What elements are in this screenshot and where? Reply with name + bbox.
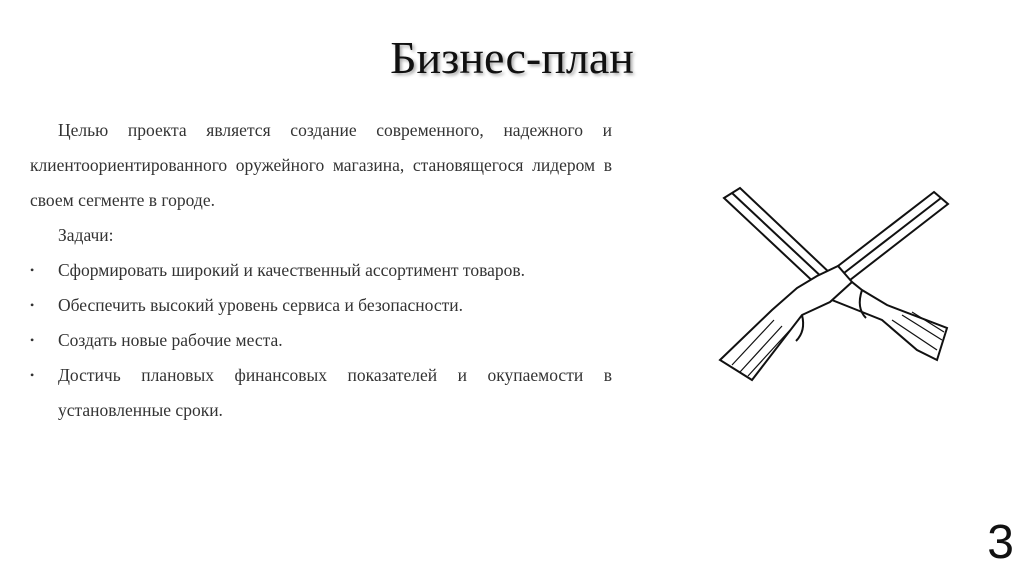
list-item: • Создать новые рабочие места.: [30, 323, 612, 358]
tasks-label: Задачи:: [58, 225, 114, 245]
slide-body: [30, 113, 612, 428]
bullet-icon: •: [30, 298, 35, 312]
list-item: • Сформировать широкий и качественный ассортимент товаров.: [30, 253, 612, 288]
crossed-shotguns-icon: [712, 180, 957, 385]
bullet-icon: •: [30, 368, 35, 382]
slide-title: Бизнес-план: [390, 32, 634, 83]
list-item: • Обеспечить высокий уровень сервиса и безопасности.: [30, 288, 612, 323]
tasks-list: [30, 253, 612, 428]
intro-paragraph: Целью проекта является создание современного, надежного и клиентоориентированного оружейного магазина, становящегося лидером в своем сегменте в городе.: [30, 120, 612, 210]
list-item: • Достичь плановых финансовых показателей и окупаемости в установленные сроки.: [30, 358, 612, 428]
bullet-icon: •: [30, 263, 35, 277]
page-number: 3: [987, 516, 1014, 569]
bullet-icon: •: [30, 333, 35, 347]
